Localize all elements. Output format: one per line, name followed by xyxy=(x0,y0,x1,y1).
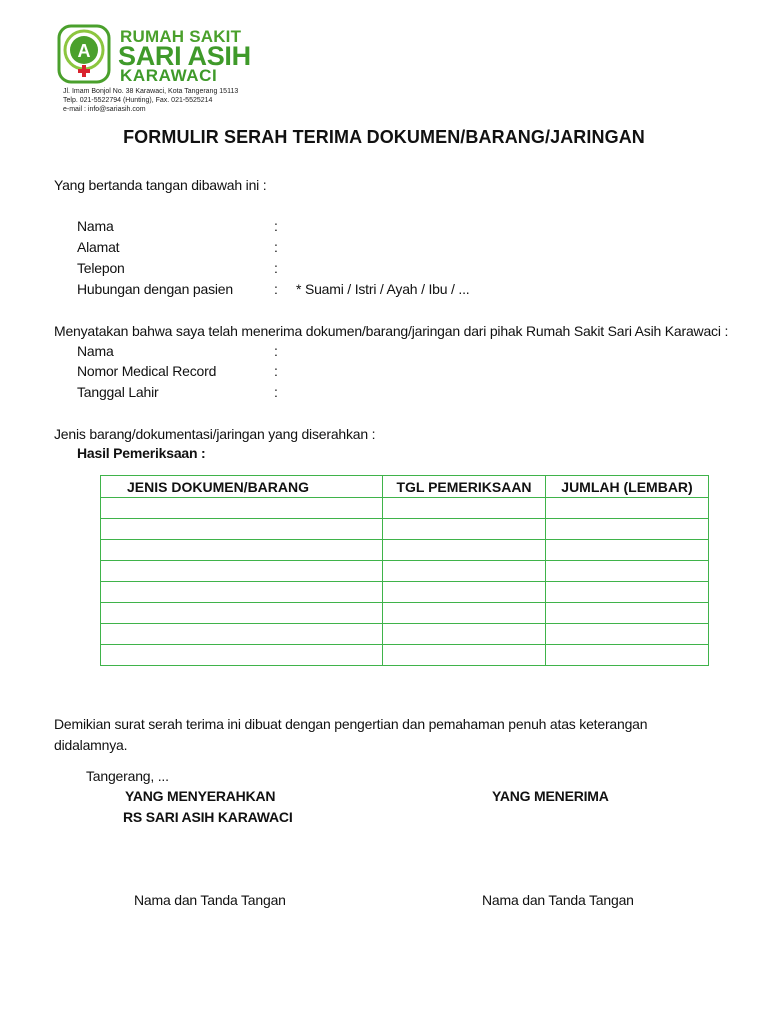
left-signature-caption: Nama dan Tanda Tangan xyxy=(134,892,286,908)
table-cell[interactable] xyxy=(383,624,546,645)
table-cell[interactable] xyxy=(101,519,383,540)
table-row xyxy=(101,561,709,582)
signer-label-hubungan: Hubungan dengan pasien xyxy=(77,281,233,297)
left-signer-role: YANG MENYERAHKAN xyxy=(125,788,276,804)
hospital-email: e-mail : info@sariasih.com xyxy=(63,106,146,113)
table-row xyxy=(101,498,709,519)
table-cell[interactable] xyxy=(101,561,383,582)
items-intro: Jenis barang/dokumentasi/jaringan yang diserahkan : xyxy=(54,426,376,442)
colon: : xyxy=(274,260,278,276)
colon: : xyxy=(274,384,278,400)
form-title: FORMULIR SERAH TERIMA DOKUMEN/BARANG/JARINGAN xyxy=(123,127,645,147)
signer-label-nama: Nama xyxy=(77,218,114,234)
right-signature-caption: Nama dan Tanda Tangan xyxy=(482,892,634,908)
header-jenis: JENIS DOKUMEN/BARANG xyxy=(101,476,383,498)
signer-label-alamat: Alamat xyxy=(77,239,120,255)
table-cell[interactable] xyxy=(546,519,709,540)
brand-line-1: RUMAH SAKIT xyxy=(120,27,242,46)
table-cell[interactable] xyxy=(546,561,709,582)
colon: : xyxy=(274,343,278,359)
table-cell[interactable] xyxy=(101,498,383,519)
items-table xyxy=(100,475,709,666)
brand-line-2: SARI ASIH xyxy=(118,41,251,71)
table-row xyxy=(101,645,709,666)
header-jumlah: JUMLAH (LEMBAR) xyxy=(546,476,709,498)
table-cell[interactable] xyxy=(101,540,383,561)
left-signer-org: RS SARI ASIH KARAWACI xyxy=(123,809,293,825)
closing-line-1: Demikian surat serah terima ini dibuat dengan pengertian dan pemahaman penuh atas keterangan xyxy=(54,716,648,732)
table-cell[interactable] xyxy=(546,582,709,603)
brand-line-3: KARAWACI xyxy=(120,66,218,85)
intro-text: Yang bertanda tangan dibawah ini : xyxy=(54,177,267,193)
table-cell[interactable] xyxy=(383,561,546,582)
table-cell[interactable] xyxy=(546,603,709,624)
table-cell[interactable] xyxy=(101,645,383,666)
table-row xyxy=(101,624,709,645)
section-label: Hasil Pemeriksaan : xyxy=(77,445,206,461)
table-row xyxy=(101,603,709,624)
right-signer-role: YANG MENERIMA xyxy=(492,788,609,804)
patient-label-mr: Nomor Medical Record xyxy=(77,363,217,379)
table-cell[interactable] xyxy=(101,582,383,603)
hospital-phone: Telp. 021-5522794 (Hunting), Fax. 021-5525214 xyxy=(63,97,213,104)
table-cell[interactable] xyxy=(383,498,546,519)
table-row xyxy=(101,540,709,561)
table-cell[interactable] xyxy=(383,645,546,666)
table-cell[interactable] xyxy=(383,582,546,603)
table-cell[interactable] xyxy=(101,603,383,624)
colon: : xyxy=(274,218,278,234)
table-header-row xyxy=(101,476,709,498)
hospital-address: Jl. Imam Bonjol No. 38 Karawaci, Kota Tangerang 15113 xyxy=(63,88,239,95)
place-date: Tangerang, ... xyxy=(86,768,169,784)
table-cell[interactable] xyxy=(546,645,709,666)
header-tgl: TGL PEMERIKSAAN xyxy=(383,476,546,498)
table-row xyxy=(101,519,709,540)
logo-letter: A xyxy=(77,41,91,61)
colon: : xyxy=(274,363,278,379)
table-cell[interactable] xyxy=(383,519,546,540)
table-cell[interactable] xyxy=(546,624,709,645)
table-cell[interactable] xyxy=(101,624,383,645)
table-cell[interactable] xyxy=(546,498,709,519)
table-row xyxy=(101,582,709,603)
relationship-options: * Suami / Istri / Ayah / Ibu / ... xyxy=(296,281,470,297)
signer-label-telepon: Telepon xyxy=(77,260,125,276)
colon: : xyxy=(274,281,278,297)
table-cell[interactable] xyxy=(383,540,546,561)
colon: : xyxy=(274,239,278,255)
patient-label-nama: Nama xyxy=(77,343,114,359)
closing-line-2: didalamnya. xyxy=(54,737,128,753)
table-cell[interactable] xyxy=(383,603,546,624)
table-cell[interactable] xyxy=(546,540,709,561)
hospital-logo-icon xyxy=(57,24,113,88)
statement-text: Menyatakan bahwa saya telah menerima dokumen/barang/jaringan dari pihak Rumah Sakit Sari Asih Karawaci : xyxy=(54,323,729,339)
patient-label-tgl-lahir: Tanggal Lahir xyxy=(77,384,159,400)
